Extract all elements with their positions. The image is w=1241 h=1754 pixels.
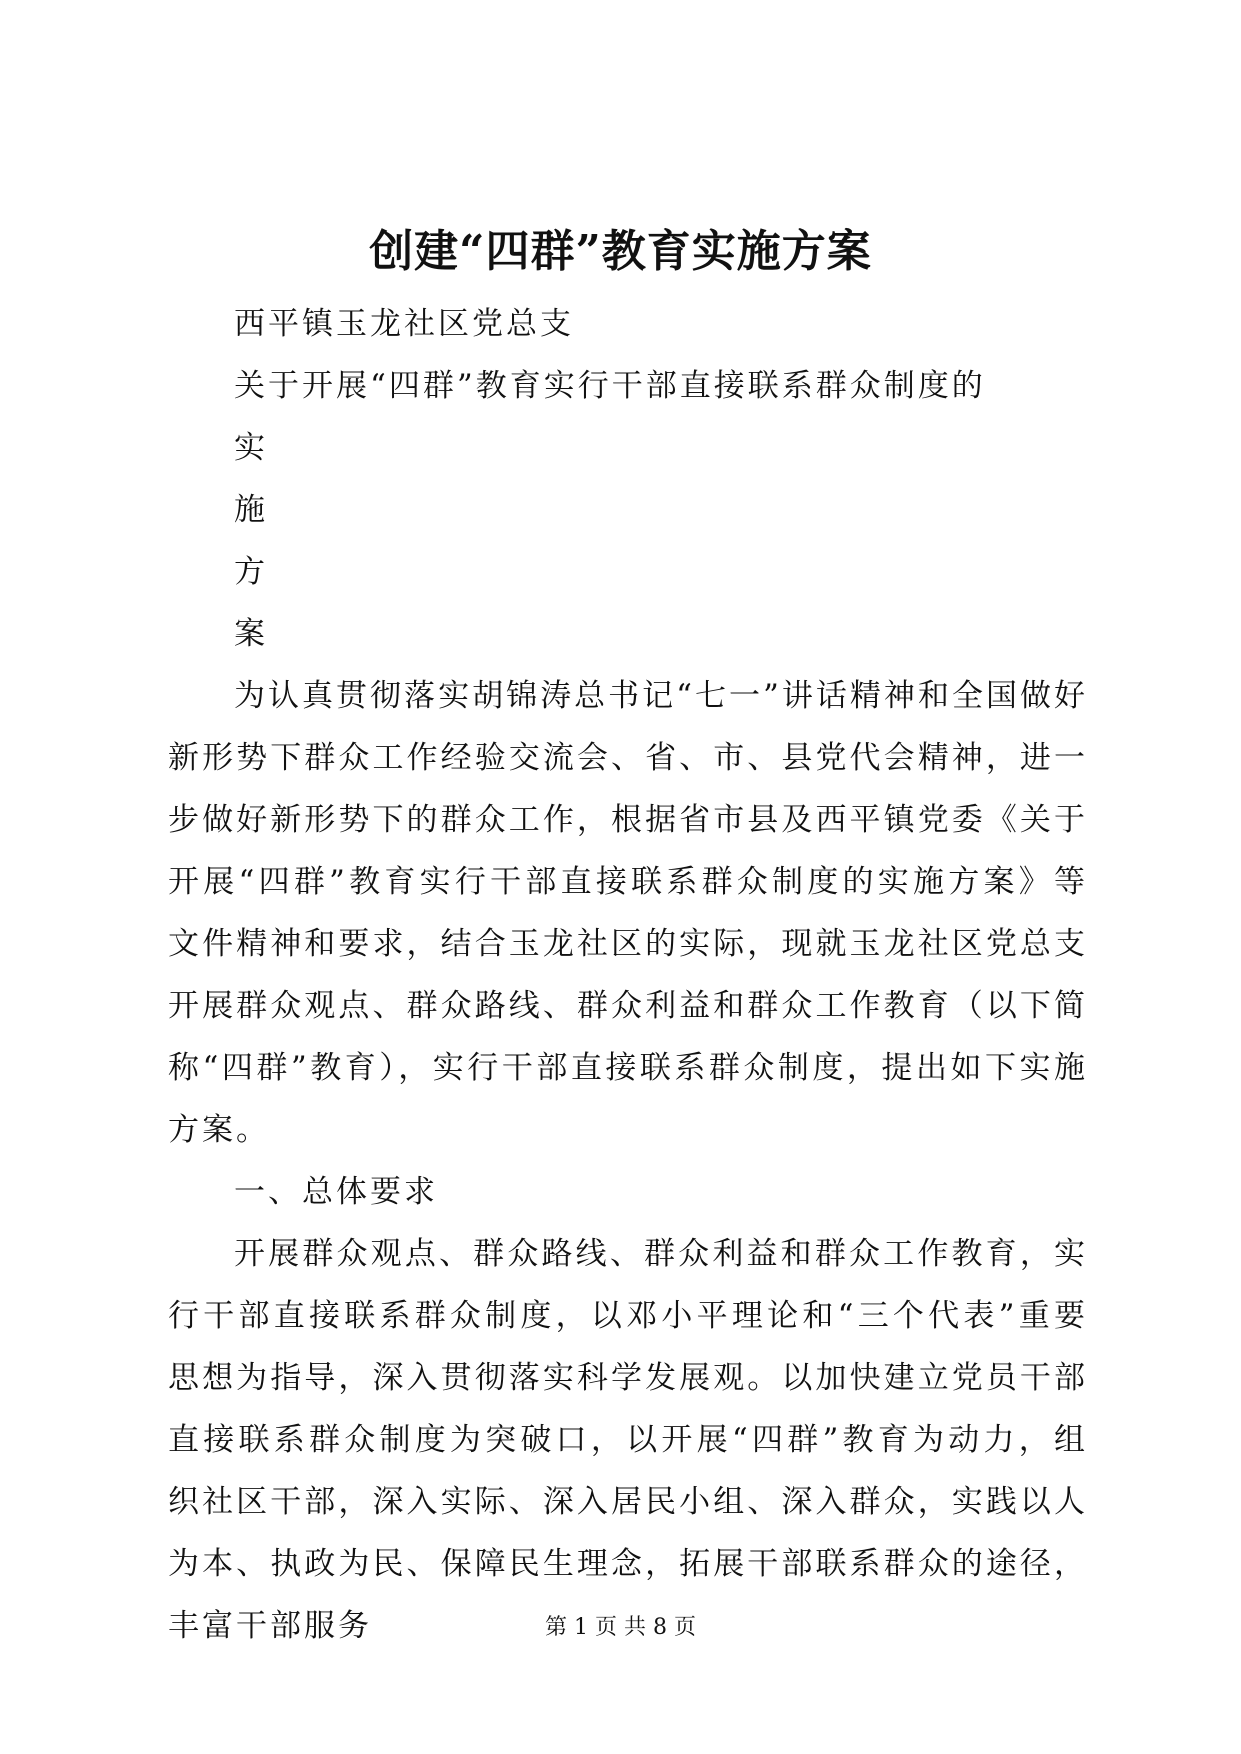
org-line: 西平镇玉龙社区党总支	[234, 306, 574, 342]
vertical-char-1: 实	[234, 430, 268, 466]
vertical-char-4: 案	[234, 616, 268, 652]
section-heading-1: 一、总体要求	[234, 1174, 438, 1210]
document-body	[168, 293, 1088, 1657]
vertical-char-3: 方	[234, 554, 268, 590]
paragraph-intro: 为认真贯彻落实胡锦涛总书记“七一”讲话精神和全国做好新形势下群众工作经验交流会、省、市、县党代会精神，进一步做好新形势下的群众工作，根据省市县及西平镇党委《关于开展“四群”教育实行干部直接联系群众制度的实施方案》等文件精神和要求，结合玉龙社区的实际，现就玉龙社区党总支开展群众观点、群众路线、群众利益和群众工作教育（以下简称“四群”教育），实行干部直接联系群众制度，提出如下实施方案。	[168, 678, 1088, 1148]
paragraph-general-requirements: 开展群众观点、群众路线、群众利益和群众工作教育，实行干部直接联系群众制度，以邓小平理论和“三个代表”重要思想为指导，深入贯彻落实科学发展观。以加快建立党员干部直接联系群众制度为突破口，以开展“四群”教育为动力，组织社区干部，深入实际、深入居民小组、深入群众，实践以人为本、执政为民、保障民生理念，拓展干部联系群众的途径，丰富干部服务	[168, 1236, 1088, 1644]
document-title: 创建“四群”教育实施方案	[369, 226, 872, 277]
page-number-footer: 第 1 页 共 8 页	[545, 1615, 696, 1640]
vertical-char-2: 施	[234, 492, 268, 528]
subject-line: 关于开展“四群”教育实行干部直接联系群众制度的	[234, 368, 986, 404]
